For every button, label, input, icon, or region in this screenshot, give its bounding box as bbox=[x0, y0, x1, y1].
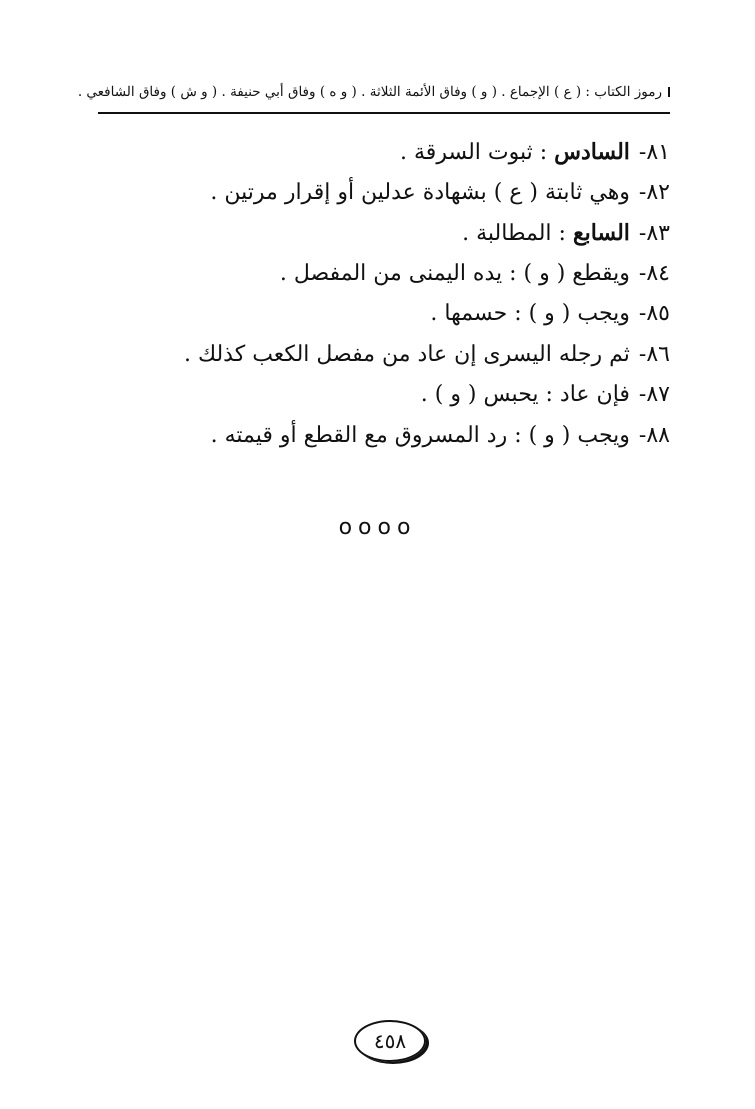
numbered-item bbox=[98, 213, 670, 254]
body-text bbox=[98, 132, 670, 456]
page-number: ٤٥٨ bbox=[354, 1020, 426, 1062]
item-text: ثم رجله اليسرى إن عاد من مفصل الكعب كذلك . bbox=[183, 341, 630, 367]
item-number: ٨٨- bbox=[638, 422, 670, 448]
header-divider bbox=[98, 112, 670, 114]
running-header bbox=[77, 84, 670, 100]
item-number: ٨٥- bbox=[638, 301, 670, 326]
item-number: ٨٣- bbox=[638, 221, 670, 246]
square-bullet-icon bbox=[668, 87, 670, 97]
item-number: ٨٦- bbox=[638, 341, 670, 367]
item-text: ويجب ( و ) : رد المسروق مع القطع أو قيمته . bbox=[210, 422, 630, 448]
numbered-item bbox=[98, 294, 670, 335]
item-text: ويقطع ( و ) : يده اليمنى من المفصل . bbox=[279, 260, 630, 286]
item-number: ٨٧- bbox=[638, 382, 670, 407]
numbered-item bbox=[98, 173, 670, 214]
numbered-item bbox=[98, 335, 670, 376]
item-text: وهي ثابتة ( ع ) بشهادة عدلين أو إقرار مرتين . bbox=[210, 179, 630, 205]
item-text: ويجب ( و ) : حسمها . bbox=[430, 301, 630, 326]
item-text: فإن عاد : يحبس ( و ) . bbox=[420, 382, 630, 407]
item-number: ٨١- bbox=[638, 140, 670, 165]
item-text: : المطالبة . bbox=[462, 221, 573, 246]
item-text: : ثبوت السرقة . bbox=[400, 140, 555, 165]
numbered-item bbox=[98, 375, 670, 416]
header-text: رموز الكتاب : ( ع ) الإجماع . ( و ) وفاق الأئمة الثلاثة . ( و ه ) وفاق أبي حنيفة . ( و ش ) وفاق الشافعي . bbox=[77, 84, 662, 100]
numbered-item bbox=[98, 254, 670, 295]
item-number: ٨٢- bbox=[638, 179, 670, 205]
item-keyword: السادس bbox=[554, 139, 630, 165]
numbered-item bbox=[98, 132, 670, 173]
item-number: ٨٤- bbox=[638, 260, 670, 286]
item-keyword: السابع bbox=[572, 220, 630, 246]
section-separator: oooo bbox=[338, 515, 417, 540]
numbered-item bbox=[98, 416, 670, 457]
